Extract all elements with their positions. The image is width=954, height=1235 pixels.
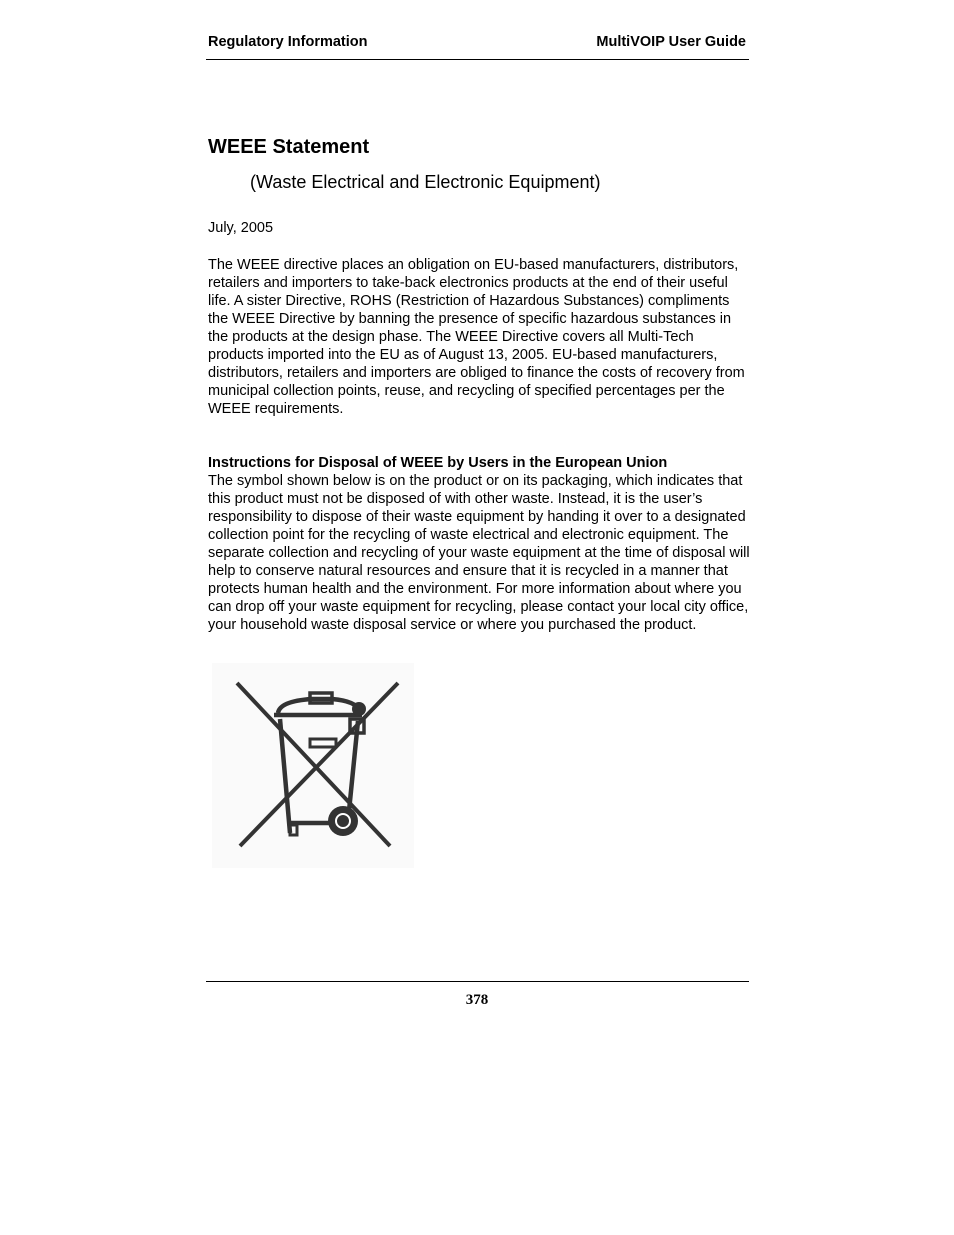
statement-date: July, 2005 [208, 220, 274, 236]
disposal-instructions-body: The symbol shown below is on the product or on its packaging, which indicates that this product must not be disposed of with other waste. Instead, it is the user’s responsibility to dispose of their waste equipment by handing it over to a designated collection point for the recycling of waste electrical and electronic equipment. The separate collection and recycling of your waste equipment at the time of disposal will help to conserve natural resources and ensure that it is recycled in a manner that protects human health and the environment. For more information about where you can drop off your waste equipment for recycling, please contact your local city office, your household waste disposal service or where you purchased the product. [208, 473, 750, 633]
page-header [207, 34, 747, 52]
header-document-title: MultiVOIP User Guide [596, 34, 746, 50]
header-section-title: Regulatory Information [208, 34, 368, 50]
page-number: 378 [465, 992, 489, 1008]
footer-divider [206, 981, 749, 982]
page-subtitle: (Waste Electrical and Electronic Equipment) [250, 172, 601, 192]
disposal-instructions-heading: Instructions for Disposal of WEEE by Users in the European Union [208, 455, 668, 471]
header-divider [206, 59, 749, 60]
weee-directive-paragraph: The WEEE directive places an obligation on EU-based manufacturers, distributors, retailers and importers to take-back electronics products at the end of their useful life. A sister Directive, ROHS (Restriction of Hazardous Substances) compliments the WEEE Directive by banning the presence of specific hazardous substances in the products at the design phase. The WEEE Directive covers all Multi-Tech products imported into the EU as of August 13, 2005. EU-based manufacturers, distributors, retailers and importers are obliged to finance the costs of recovery from municipal collection points, reuse, and recycling of specified percentages per the WEEE requirements. [208, 257, 745, 417]
page-title: WEEE Statement [208, 136, 370, 158]
crossed-out-wheelie-bin-icon [212, 663, 414, 868]
disposal-instructions-paragraph [208, 454, 750, 634]
